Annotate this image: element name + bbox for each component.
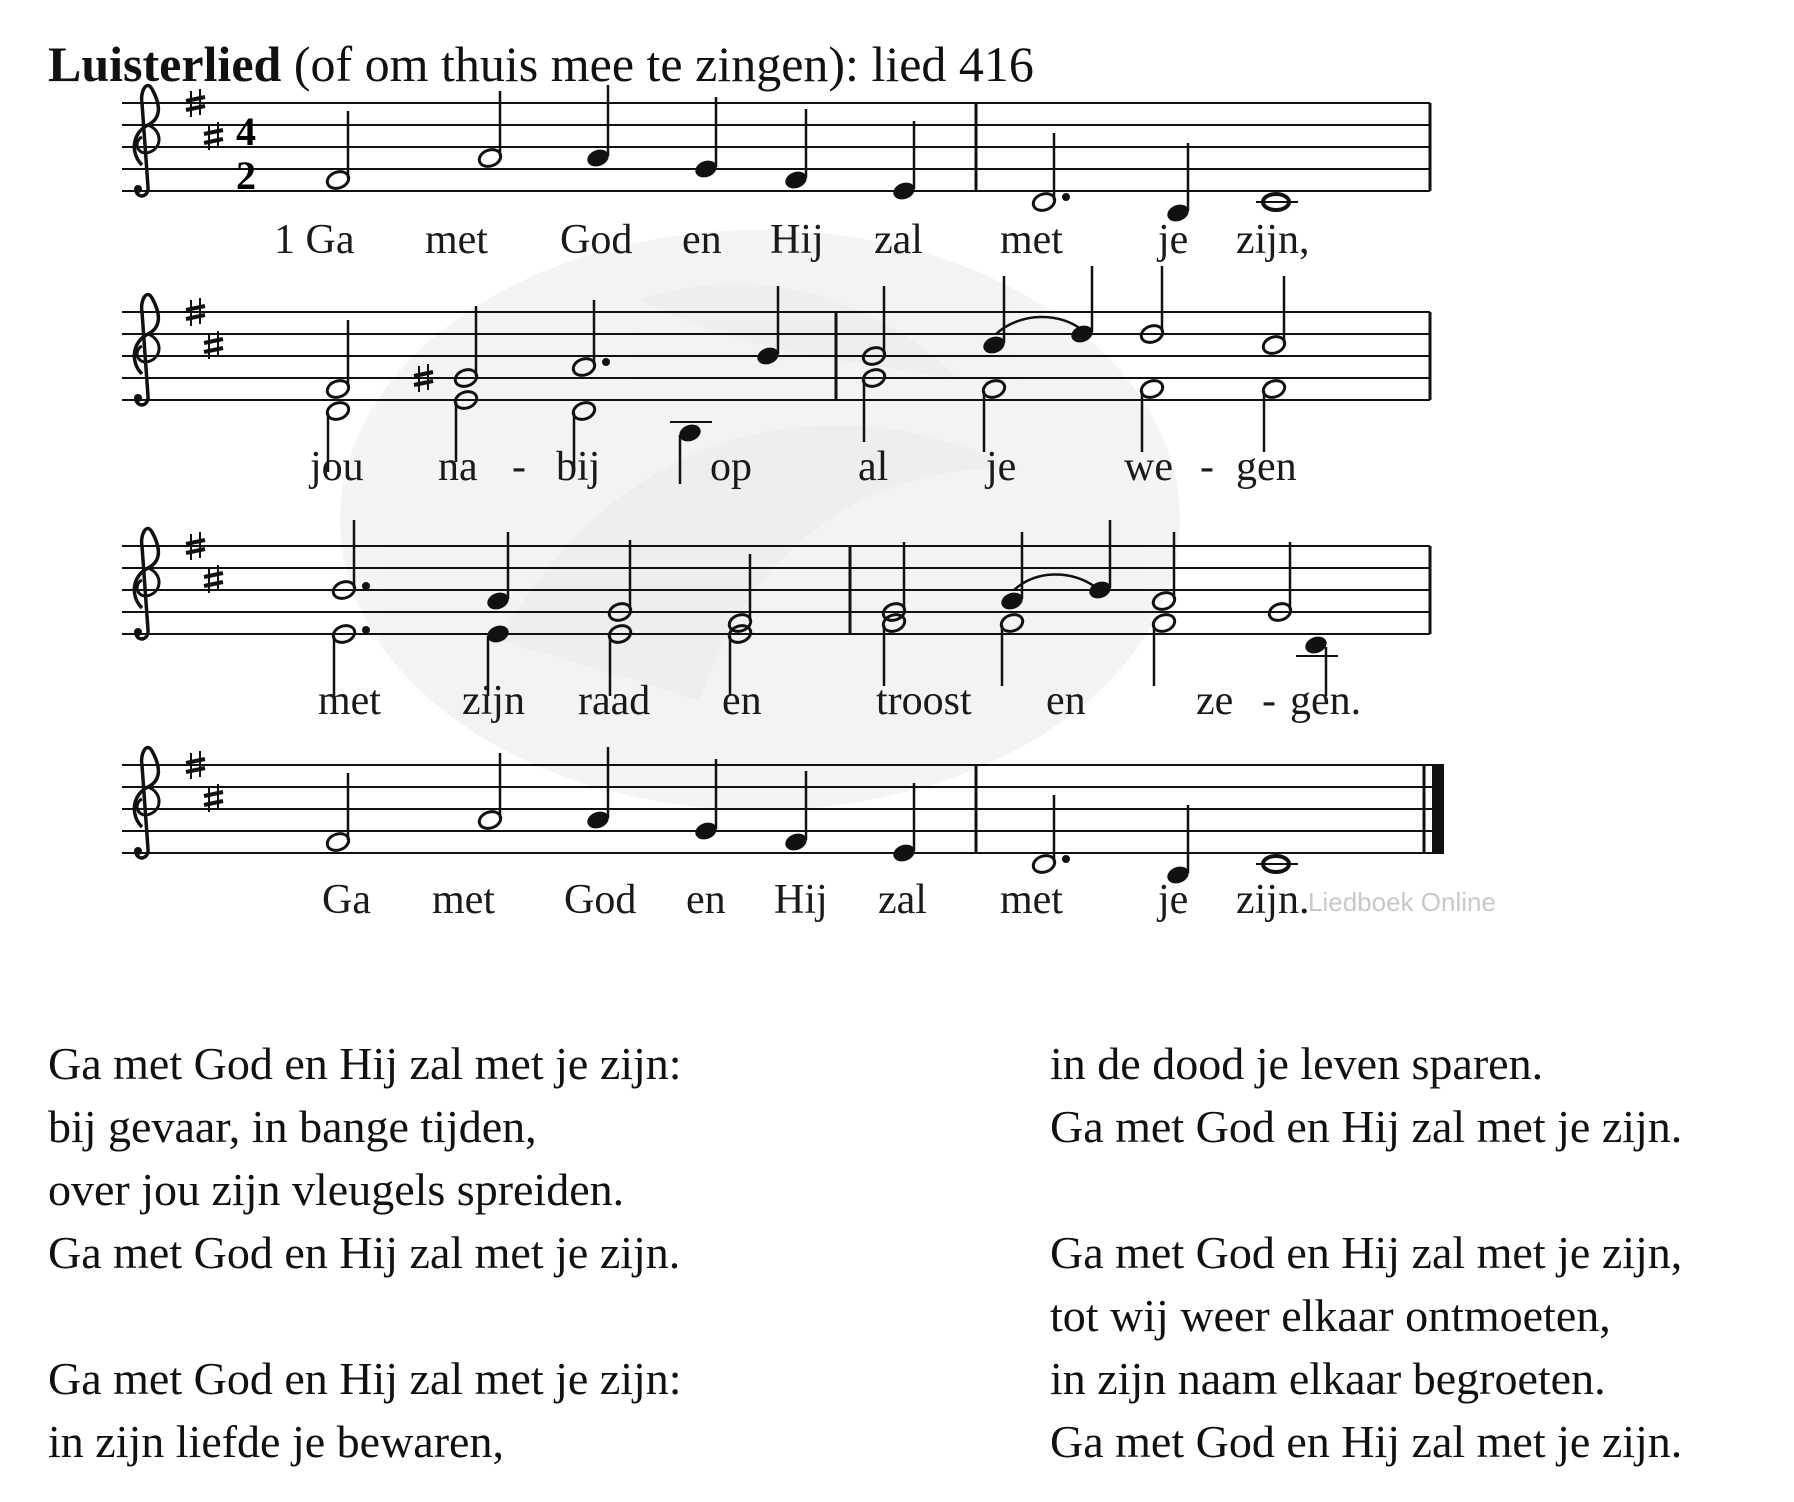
verse-line: Ga met God en Hij zal met je zijn. <box>48 1227 681 1278</box>
lyric-syllable: ze <box>1196 678 1234 724</box>
lyric-syllable: Hij <box>774 877 828 923</box>
verse-spacer <box>1050 1158 1682 1221</box>
lyric-syllable: zal <box>878 877 927 923</box>
verse-line: Ga met God en Hij zal met je zijn. <box>1050 1416 1683 1467</box>
time-sig-bottom: 2 <box>236 153 256 198</box>
lyric-syllable: met <box>432 877 495 923</box>
lyric-syllable: - <box>512 444 526 490</box>
lyric-syllable: met <box>1000 877 1063 923</box>
lyric-syllable: je <box>1158 217 1189 263</box>
lyric-syllable: God <box>564 877 637 923</box>
lyric-syllable: met <box>318 678 381 724</box>
lyric-syllable: Ga <box>322 877 371 923</box>
verse-line: Ga met God en Hij zal met je zijn: <box>48 1353 682 1404</box>
lyric-syllable: je <box>1158 877 1189 923</box>
lyric-syllable: we <box>1124 444 1173 490</box>
lyric-syllable: zal <box>874 217 923 263</box>
verse-column-left <box>48 1032 682 1473</box>
lyric-syllable: op <box>710 444 752 490</box>
lyric-syllable: zijn, <box>1236 217 1310 263</box>
lyric-syllable: 1 Ga <box>274 217 355 263</box>
verse-line: Ga met God en Hij zal met je zijn, <box>1050 1227 1683 1278</box>
notes <box>325 85 1430 224</box>
lyric-syllable: raad <box>578 678 651 724</box>
key-sharp <box>204 331 223 359</box>
lyric-syllable: Hij <box>770 217 824 263</box>
heading-bold: Luisterlied <box>48 36 282 92</box>
verse-line: Ga met God en Hij zal met je zijn. <box>1050 1101 1683 1152</box>
lyrics-line-4 <box>322 877 1496 923</box>
verse-line: bij gevaar, in bange tijden, <box>48 1101 537 1152</box>
lyric-syllable: bij <box>556 444 601 490</box>
lyric-syllable: gen <box>1236 444 1297 490</box>
lyric-syllable: al <box>858 444 889 490</box>
lyric-syllable: troost <box>876 678 972 724</box>
key-sharp <box>204 565 223 593</box>
lyric-syllable: en <box>722 678 762 724</box>
lyric-syllable: je <box>986 444 1017 490</box>
lyric-syllable: God <box>560 217 633 263</box>
verse-line: tot wij weer elkaar ontmoeten, <box>1050 1290 1611 1341</box>
lyric-syllable: zijn <box>462 678 525 724</box>
lyric-syllable: - <box>1200 444 1214 490</box>
lyric-syllable: - <box>1262 678 1276 724</box>
key-sharp <box>204 784 223 812</box>
lyric-syllable: met <box>425 217 488 263</box>
staff-lines <box>122 103 1430 191</box>
lyrics-line-1 <box>274 217 1309 263</box>
lyric-syllable: gen. <box>1290 678 1362 724</box>
watermark-text: Liedboek Online <box>1308 887 1496 917</box>
lyric-syllable: na <box>438 444 478 490</box>
verse-line: Ga met God en Hij zal met je zijn: <box>48 1038 682 1089</box>
lyric-syllable: en <box>1046 678 1086 724</box>
key-sharp <box>204 122 223 150</box>
time-sig-top: 4 <box>236 109 256 154</box>
heading-rest: (of om thuis mee te zingen): lied 416 <box>281 36 1034 92</box>
verse-line: in de dood je leven sparen. <box>1050 1038 1544 1089</box>
lyric-syllable: en <box>686 877 726 923</box>
lyric-syllable: jou <box>310 444 364 490</box>
lyric-syllable: zijn. <box>1236 877 1310 923</box>
verse-spacer <box>48 1284 682 1347</box>
lyric-syllable: met <box>1000 217 1063 263</box>
verse-column-right <box>1050 1032 1682 1473</box>
verse-line: over jou zijn vleugels spreiden. <box>48 1164 625 1215</box>
lyric-syllable: en <box>682 217 722 263</box>
verse-line: in zijn naam elkaar begroeten. <box>1050 1353 1606 1404</box>
verse-line: in zijn liefde je bewaren, <box>48 1416 504 1467</box>
staff-system-1 <box>122 85 1430 263</box>
